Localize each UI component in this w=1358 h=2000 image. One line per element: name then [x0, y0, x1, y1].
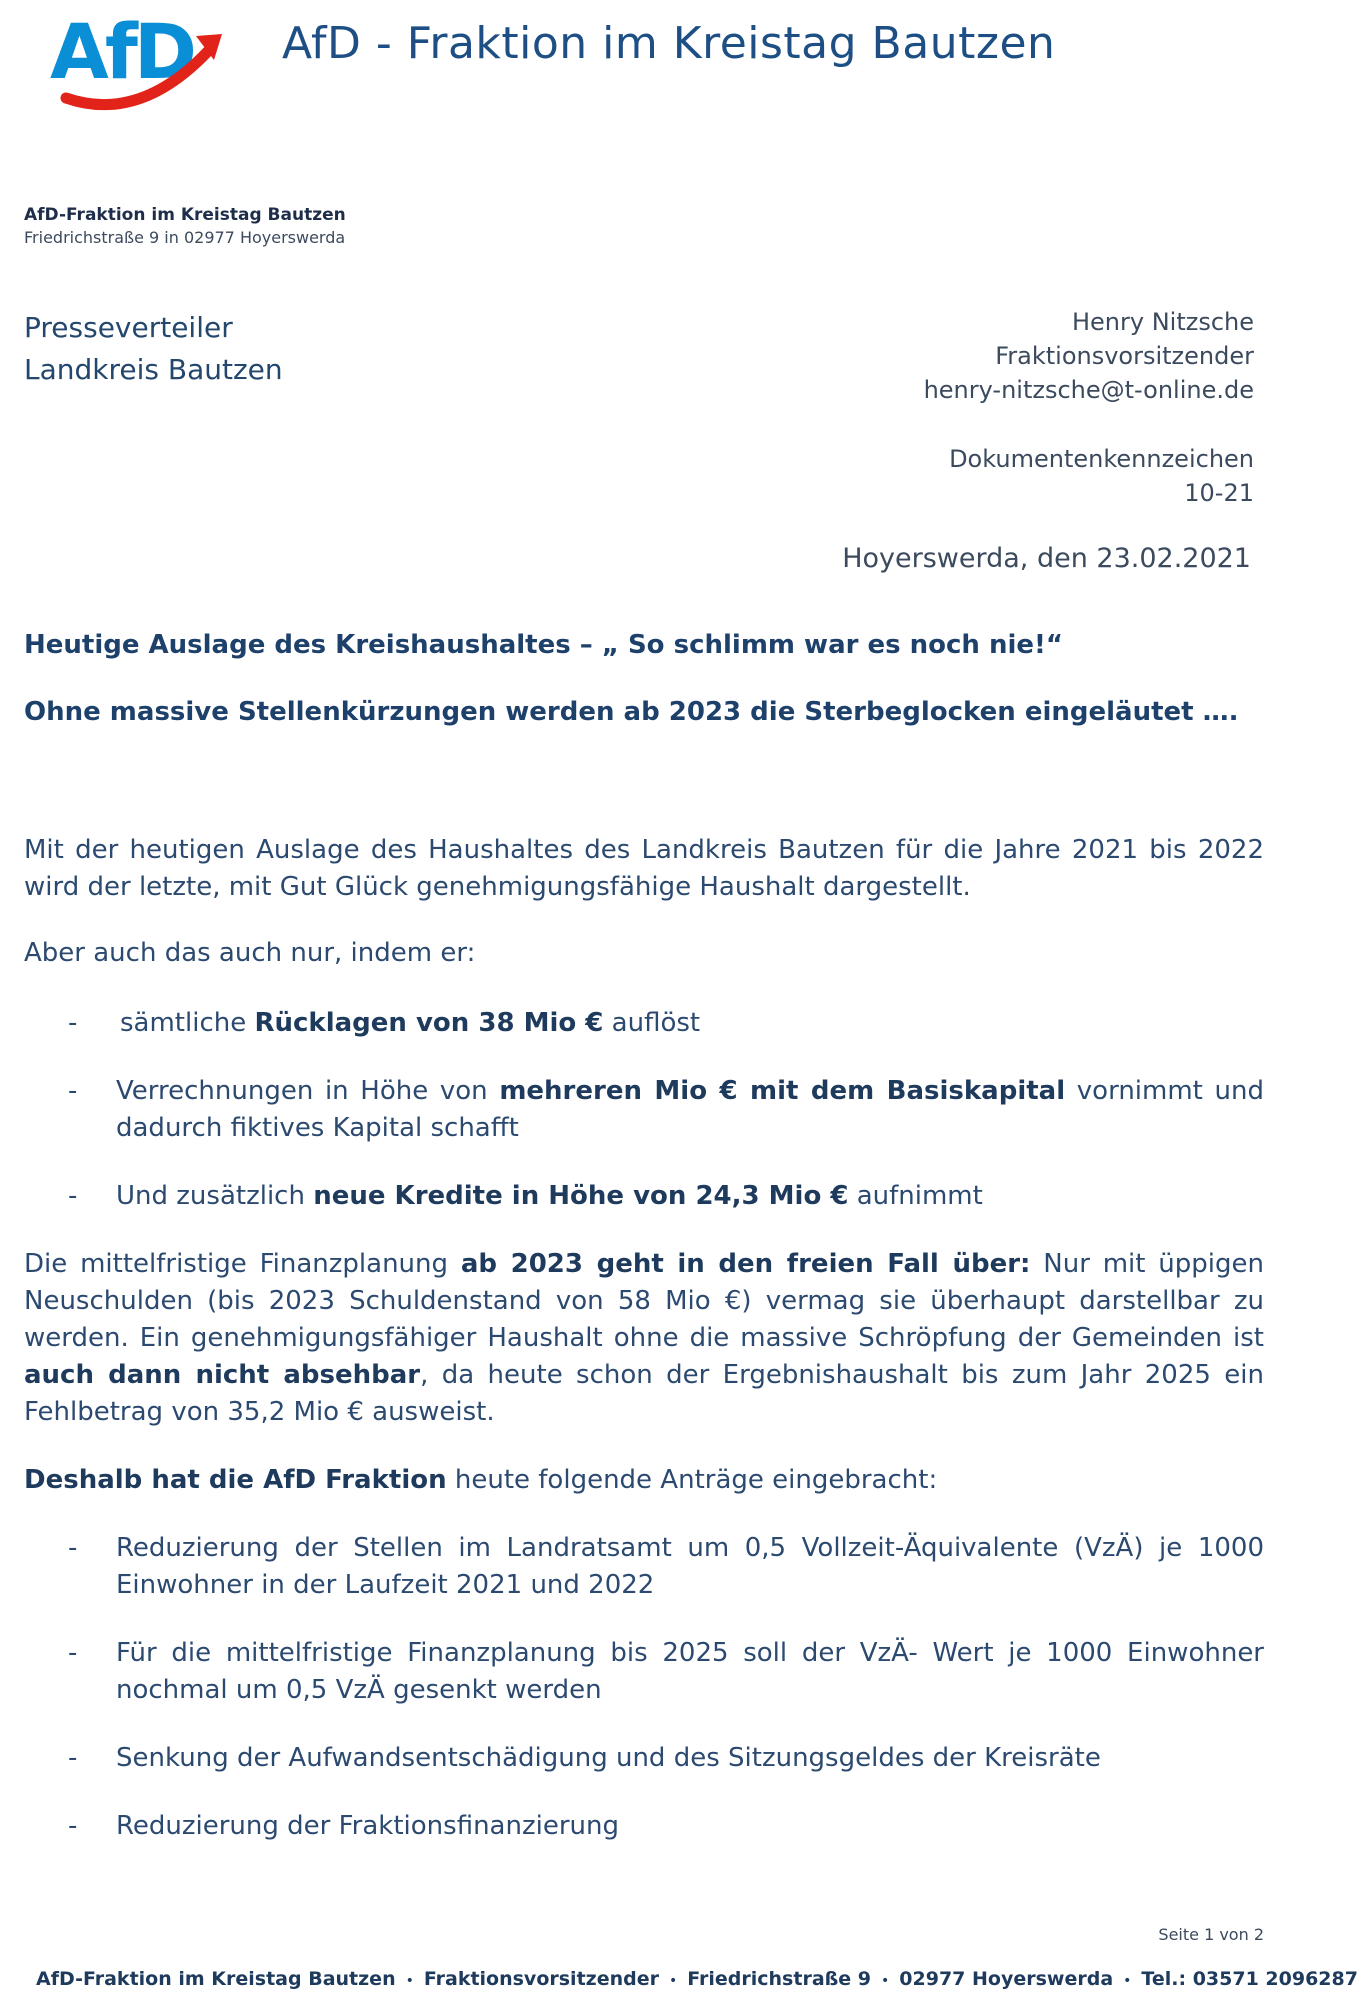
logo-text: AfD: [50, 7, 193, 96]
sender-address: Friedrichstraße 9 in 02977 Hoyerswerda: [24, 228, 346, 247]
list-item: - Für die mittelfristige Finanzplanung bis 2025 soll der VzÄ- Wert je 1000 Einwohner nochmal um 0,5 VzÄ gesenkt werden: [68, 1635, 1264, 1709]
recipient-block: [24, 307, 283, 391]
list-dash: -: [68, 1638, 78, 1668]
recipient-line-2: Landkreis Bautzen: [24, 353, 283, 386]
document-id-label: Dokumentenkennzeichen: [949, 445, 1254, 473]
date-line: Hoyerswerda, den 23.02.2021: [842, 543, 1251, 574]
page-title: AfD - Fraktion im Kreistag Bautzen: [282, 18, 1056, 69]
paragraph-motions: Deshalb hat die AfD Fraktion heute folgende Anträge eingebracht:: [24, 1465, 938, 1495]
list-item: - Verrechnungen in Höhe von mehreren Mio € mit dem Basiskapital vornimmt und dadurch fiktives Kapital schafft: [68, 1073, 1264, 1147]
afd-logo-graphic: [46, 6, 226, 118]
footer-separator: •: [405, 1973, 414, 1989]
list-item: - Und zusätzlich neue Kredite in Höhe von 24,3 Mio € aufnimmt: [68, 1178, 1264, 1215]
recipient-line-1: Presseverteiler: [24, 311, 233, 344]
list-item: - Senkung der Aufwandsentschädigung und des Sitzungsgeldes der Kreisräte: [68, 1740, 1264, 1777]
list-dash: -: [68, 1811, 78, 1841]
headline-1: Heutige Auslage des Kreishaushaltes – „ So schlimm war es noch nie!“: [24, 630, 1063, 660]
list-item: - Reduzierung der Stellen im Landratsamt um 0,5 Vollzeit-Äquivalente (VzÄ) je 1000 Einwohner in der Laufzeit 2021 und 2022: [68, 1530, 1264, 1604]
contact-block: [924, 305, 1254, 407]
headline-2: Ohne massive Stellenkürzungen werden ab 2023 die Sterbeglocken eingeläutet ….: [24, 697, 1239, 727]
footer-item: AfD-Fraktion im Kreistag Bautzen: [36, 1968, 396, 1990]
afd-logo: [46, 6, 226, 118]
contact-name: Henry Nitzsche: [1071, 308, 1254, 336]
page-number: Seite 1 von 2: [1158, 1925, 1264, 1944]
footer-item: 02977 Hoyerswerda: [899, 1968, 1114, 1990]
paragraph-condition: Aber auch das auch nur, indem er:: [24, 938, 476, 968]
sender-name: AfD-Fraktion im Kreistag Bautzen: [24, 205, 346, 225]
list-dash: -: [68, 1743, 78, 1773]
list-item: - sämtliche Rücklagen von 38 Mio € auflöst: [68, 1005, 1264, 1042]
footer-separator: •: [668, 1973, 678, 1989]
list-dash: -: [68, 1076, 78, 1106]
footer-separator: •: [881, 1973, 890, 1989]
list-dash: -: [68, 1181, 78, 1211]
document-id-block: [949, 442, 1254, 510]
contact-email[interactable]: henry-nitzsche@t-online.de: [923, 376, 1254, 404]
contact-role: Fraktionsvorsitzender: [995, 342, 1254, 370]
document-id-value: 10-21: [1184, 479, 1254, 507]
list-dash: -: [68, 1008, 78, 1038]
list-item: - Reduzierung der Fraktionsfinanzierung: [68, 1808, 1264, 1845]
paragraph-finance-plan: Die mittelfristige Finanzplanung ab 2023 geht in den freien Fall über: Nur mit üppigen Neuschulden (bis 2023 Schuldenstand von 58 Mio €) vermag sie überhaupt darstellbar zu werden. Ein genehmigungsfähiger Haushalt ohne die massive Schröpfung der Gemeinden ist auch dann nicht absehbar, da heute schon der Ergebnishaushalt bis zum Jahr 2025 ein Fehlbetrag von 35,2 Mio € ausweist.: [24, 1249, 1264, 1427]
footer-item: Friedrichstraße 9: [687, 1968, 872, 1990]
list-dash: -: [68, 1533, 78, 1563]
paragraph-intro: Mit der heutigen Auslage des Haushaltes des Landkreis Bautzen für die Jahre 2021 bis 2022 wird der letzte, mit Gut Glück genehmigungsfähige Haushalt dargestellt.: [24, 835, 1264, 902]
footer: [36, 1968, 1358, 1990]
footer-separator: •: [1123, 1973, 1132, 1989]
footer-item: Fraktionsvorsitzender: [423, 1968, 659, 1990]
footer-item: Tel.: 03571 2096287: [1141, 1968, 1358, 1990]
